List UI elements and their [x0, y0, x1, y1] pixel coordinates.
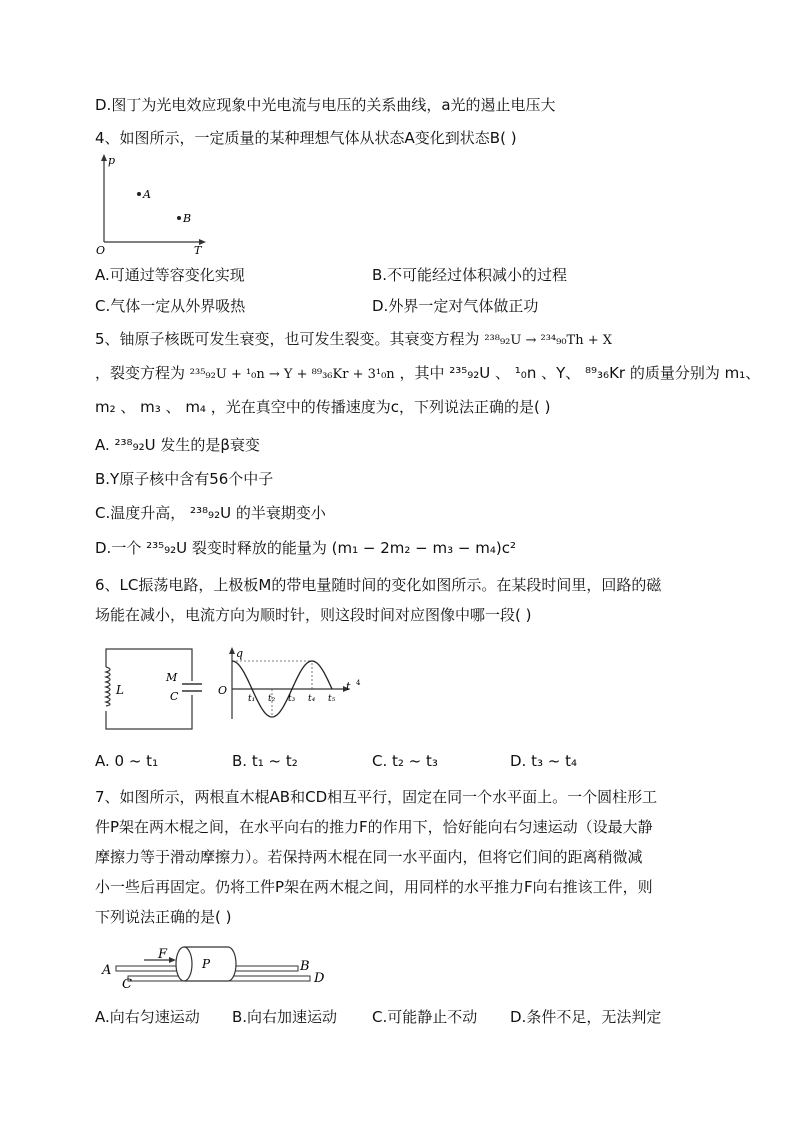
axis-T-label: T — [194, 244, 202, 257]
q5-option-a: A. ²³⁸₉₂U 发生的是β衰变 — [95, 436, 260, 454]
origin-label: O — [218, 684, 228, 697]
q5-option-c: C.温度升高， ²³⁸₉₂U 的半衰期变小 — [95, 504, 326, 522]
q5-decay-equation: ²³⁸₉₂U → ²³⁴₉₀Th + X — [484, 333, 613, 348]
q7-option-b: B.向右加速运动 — [232, 1008, 338, 1026]
capacitor-label: C — [170, 690, 179, 703]
q-t-graph — [214, 645, 364, 725]
q6-option-b: B. t₁ ~ t₂ — [232, 752, 298, 770]
q7-stem-line1: 7、如图所示，两根直木棍AB和CD相互平行，固定在同一个水平面上。一个圆柱形工 — [95, 788, 658, 806]
q6-option-c: C. t₂ ~ t₃ — [372, 752, 438, 770]
rod-end-B-label: B — [300, 959, 310, 974]
rod-end-A-label: A — [102, 963, 112, 978]
q4-pT-diagram — [92, 152, 212, 258]
inductor-label: L — [116, 683, 124, 697]
q7-option-c: C.可能静止不动 — [372, 1008, 478, 1026]
q7-stem-line2: 件P架在两木棍之间，在水平向右的推力F的作用下，恰好能向右匀速运动（设最大静 — [95, 818, 653, 836]
plate-M-label: M — [166, 671, 178, 684]
q5-option-b: B.Y原子核中含有56个中子 — [95, 470, 274, 488]
q5-stem-line1 — [95, 328, 612, 352]
q-axis-arrow — [229, 647, 235, 654]
workpiece-P-label: P — [202, 957, 211, 971]
q5-fission-equation: ²³⁵₉₂U + ¹₀n → Y + ⁸⁹₃₆Kr + 3¹₀n — [189, 367, 395, 382]
state-A-label: A — [143, 188, 151, 201]
q4-option-d: D.外界一定对气体做正功 — [372, 297, 539, 315]
q7-stem-line3: 摩擦力等于滑动摩擦力）。若保持两木棍在同一水平面内，但将它们间的距离稍微减 — [95, 848, 643, 866]
q-axis-label: q — [236, 647, 244, 660]
q6-option-d: D. t₃ ~ t₄ — [510, 752, 577, 770]
q4-option-b: B.不可能经过体积减小的过程 — [372, 266, 568, 284]
q5-stem-text: 5、铀原子核既可发生衰变，也可发生裂变。其衰变方程为 — [95, 330, 480, 348]
q4-option-a: A.可通过等容变化实现 — [95, 266, 245, 284]
q7-stem-line4: 小一些后再固定。仍将工件P架在两木棍之间，用同样的水平推力F向右推该工件，则 — [95, 878, 653, 896]
t-axis-tick: 4 — [356, 679, 361, 687]
tick-label-t5: t₅ — [328, 694, 336, 704]
q4-option-c: C.气体一定从外界吸热 — [95, 297, 246, 315]
q7-option-a: A.向右匀速运动 — [95, 1008, 200, 1026]
tick-label-t2: t₂ — [268, 694, 276, 704]
q6-stem-line2: 场能在减小，电流方向为顺时针，则这段时间对应图像中哪一段( ) — [95, 606, 532, 624]
q7-option-d: D.条件不足，无法判定 — [510, 1008, 662, 1026]
axis-p-label: p — [108, 154, 116, 167]
origin-label: O — [96, 244, 106, 257]
state-A-point — [137, 192, 141, 196]
rod-end-C-label: C — [122, 977, 132, 992]
q3-option-d: D.图丁为光电效应现象中光电流与电压的关系曲线，a光的遏止电压大 — [95, 96, 556, 114]
rod-end-D-label: D — [314, 971, 325, 986]
q6-stem-line1: 6、LC振荡电路，上极板M的带电量随时间的变化如图所示。在某段时间里，回路的磁 — [95, 576, 662, 594]
tick-label-t3: t₃ — [288, 694, 296, 704]
q4-stem: 4、如图所示，一定质量的某种理想气体从状态A变化到状态B( ) — [95, 129, 517, 147]
state-B-label: B — [183, 212, 192, 225]
state-B-point — [177, 216, 181, 220]
q5-stem-line3: m₂ 、 m₃ 、 m₄ ，光在真空中的传播速度为c，下列说法正确的是( ) — [95, 398, 551, 416]
q5-option-d: D.一个 ²³⁵₉₂U 裂变时释放的能量为 (m₁ − 2m₂ − m₃ − m₄)c² — [95, 539, 516, 557]
t-axis-label: t — [346, 680, 351, 693]
tick-label-t4: t₄ — [308, 694, 316, 704]
lc-circuit-diagram — [100, 645, 210, 733]
q7-stem-line5: 下列说法正确的是( ) — [95, 908, 232, 926]
force-F-label: F — [158, 947, 168, 962]
rods-and-workpiece-diagram — [100, 940, 340, 992]
q5-stem-line2: ，裂变方程为 ²³⁵₉₂U + ¹₀n → Y + ⁸⁹₃₆Kr + 3¹₀n ，其中 ²³⁵₉₂U 、 ¹₀n 、Y、 ⁸⁹₃₆Kr 的质量分别为 m₁、 — [95, 364, 761, 382]
tick-label-t1: t₁ — [248, 694, 256, 704]
q6-option-a: A. 0 ~ t₁ — [95, 752, 159, 770]
